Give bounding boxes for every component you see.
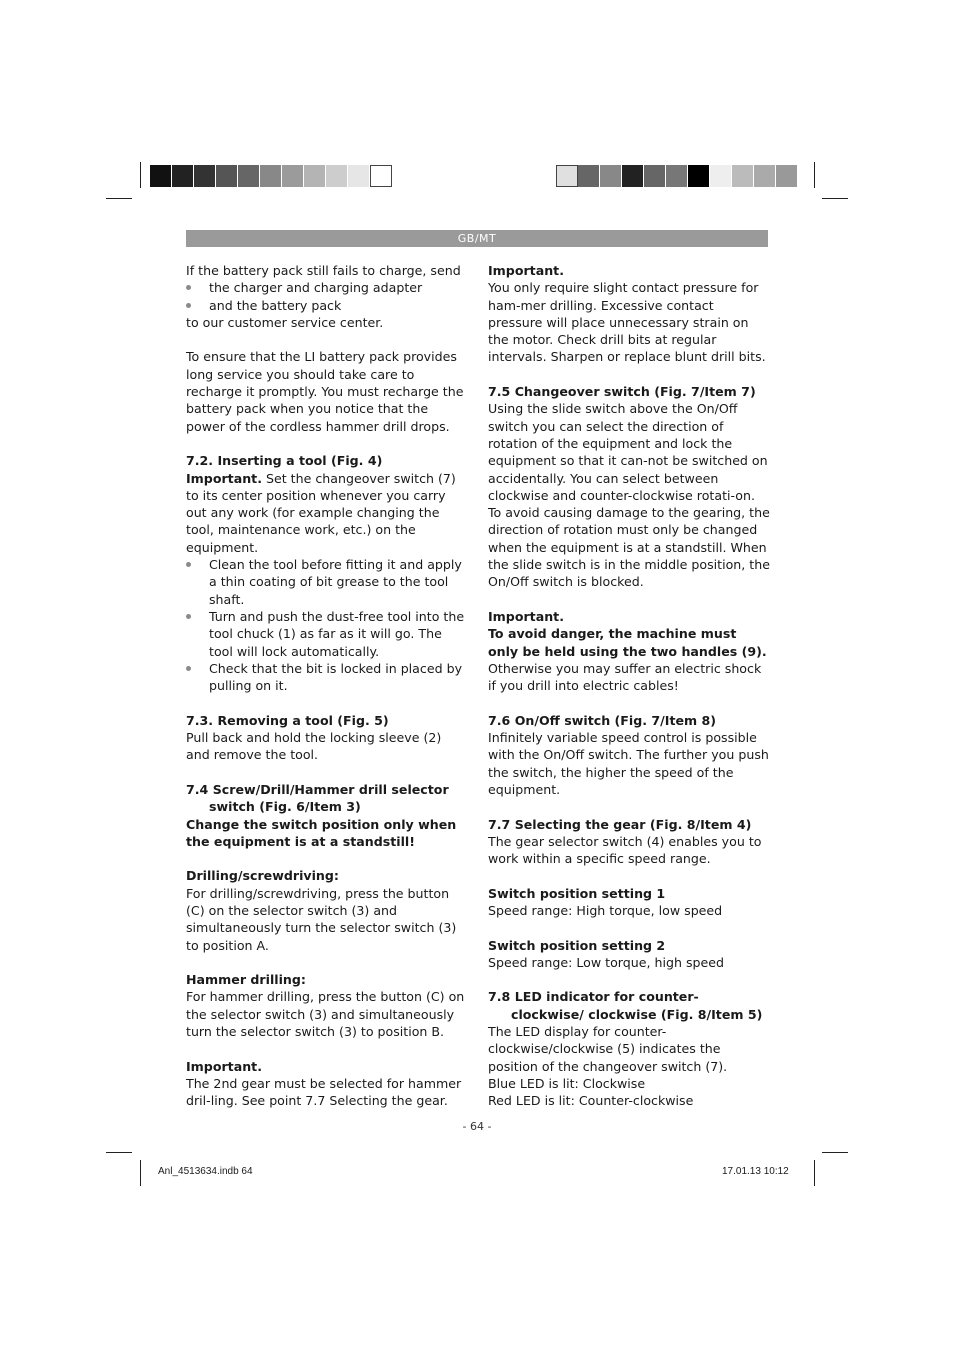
color-swatch <box>216 165 238 187</box>
crop-mark <box>822 1152 848 1153</box>
color-swatch <box>600 165 622 187</box>
important-text: Set the changeover switch (7) to its center position whenever you carry out any work (for example changing the tool, maintenance work, etc.) on the equipment. <box>186 470 456 555</box>
list-item: Check that the bit is locked in placed by pulling on it. <box>186 660 468 695</box>
subheading: Important. <box>186 1058 262 1074</box>
paragraph: Using the slide switch above the On/Off switch you can select the direction of rotation of the equipment and lock the equipment so that it can-not be switched on accidentally. You can select between clockwise and counter-clockwise rotati-on. To avoid causing damage to the gearing, the direction of rotation must only be changed when the equipment is at a standstill. When the slide switch is in the middle position, the On/Off switch is blocked. <box>488 401 770 590</box>
list-item: the charger and charging adapter <box>186 279 468 296</box>
subheading: Switch position setting 1 <box>488 885 666 901</box>
color-swatch <box>304 165 326 187</box>
section-heading: 7.8 LED indicator for counter-clockwise/ clockwise (Fig. 8/Item 5) <box>488 989 763 1022</box>
color-swatch <box>348 165 370 187</box>
color-swatch <box>556 165 578 187</box>
paragraph: Speed range: Low torque, high speed <box>488 954 724 970</box>
paragraph: Blue LED is lit: Clockwise <box>488 1075 646 1091</box>
warning-bold: To avoid danger, the machine must only be held using the two handles (9). <box>488 626 767 659</box>
color-swatch <box>260 165 282 187</box>
bullet-list <box>186 279 468 314</box>
color-swatch <box>688 165 710 187</box>
bullet-list <box>186 556 468 694</box>
section-heading: 7.4 Screw/Drill/Hammer drill selector switch (Fig. 6/Item 3) <box>186 781 449 815</box>
crop-mark <box>106 198 132 199</box>
paragraph: Infinitely variable speed control is possible with the On/Off switch. The further you push the switch, the higher the speed of the equipment. <box>488 730 769 797</box>
crop-mark <box>814 1160 815 1186</box>
warning-bold: Change the switch position only when the equipment is at a standstill! <box>186 816 457 849</box>
warning-text <box>186 816 468 851</box>
file-info: Anl_4513634.indb 64 <box>158 1166 253 1177</box>
subheading: Important. <box>488 608 564 624</box>
subheading: Drilling/screwdriving: <box>186 868 339 884</box>
paragraph: Pull back and hold the locking sleeve (2) and remove the tool. <box>186 730 442 763</box>
subheading: Switch position setting 2 <box>488 937 666 953</box>
list-item: Turn and push the dust-free tool into the tool chuck (1) as far as it will go. The tool will lock automatically. <box>186 608 468 660</box>
color-swatch <box>172 165 194 187</box>
color-swatch <box>622 165 644 187</box>
subheading: Hammer drilling: <box>186 972 306 988</box>
crop-mark <box>140 1160 141 1186</box>
section-heading: 7.6 On/Off switch (Fig. 7/Item 8) <box>488 712 717 728</box>
color-swatch <box>732 165 754 187</box>
section-heading: 7.2. Inserting a tool (Fig. 4) <box>186 453 383 469</box>
paragraph: To ensure that the LI battery pack provides long service you should take care to recharge it promptly. You must recharge the battery pack when you notice that the power of the cordless hammer drill drops. <box>186 349 464 434</box>
color-swatch <box>578 165 600 187</box>
section-heading: 7.3. Removing a tool (Fig. 5) <box>186 712 389 728</box>
paragraph: Otherwise you may suffer an electric shock if you drill into electric cables! <box>488 660 762 694</box>
paragraph: Speed range: High torque, low speed <box>488 902 723 918</box>
paragraph: If the battery pack still fails to charge, send <box>186 263 461 278</box>
right-column <box>488 262 770 1110</box>
color-swatch <box>370 165 392 187</box>
color-swatch <box>238 165 260 187</box>
color-swatch <box>326 165 348 187</box>
section-heading: 7.5 Changeover switch (Fig. 7/Item 7) <box>488 384 756 400</box>
color-swatch <box>666 165 688 187</box>
paragraph: For hammer drilling, press the button (C) on the selector switch (3) and simultaneously turn the selector switch (3) to position B. <box>186 989 465 1040</box>
paragraph <box>186 470 468 556</box>
important-label: Important. <box>186 470 262 486</box>
color-swatch <box>282 165 304 187</box>
paragraph: The 2nd gear must be selected for hammer dril-ling. See point 7.7 Selecting the gear. <box>186 1075 462 1109</box>
crop-mark <box>822 198 848 199</box>
color-bar-right <box>556 165 798 187</box>
color-bar-left <box>150 165 392 187</box>
list-item: and the battery pack <box>186 297 468 314</box>
color-swatch <box>754 165 776 187</box>
paragraph: to our customer service center. <box>186 314 384 330</box>
paragraph: The LED display for counter-clockwise/clockwise (5) indicates the position of the changeover switch (7). <box>488 1024 728 1074</box>
paragraph: The gear selector switch (4) enables you to work within a specific speed range. <box>488 833 762 867</box>
color-swatch <box>150 165 172 187</box>
print-timestamp: 17.01.13 10:12 <box>722 1166 789 1177</box>
crop-mark <box>140 162 141 188</box>
language-header: GB/MT <box>186 230 768 247</box>
warning-text <box>488 625 770 660</box>
list-item: Clean the tool before fitting it and apply a thin coating of bit grease to the tool shaft. <box>186 556 468 608</box>
color-swatch <box>710 165 732 187</box>
section-heading: 7.7 Selecting the gear (Fig. 8/Item 4) <box>488 816 752 832</box>
color-swatch <box>644 165 666 187</box>
left-column <box>186 262 468 1110</box>
color-swatch <box>776 165 798 187</box>
color-swatch <box>194 165 216 187</box>
crop-mark <box>106 1152 132 1153</box>
paragraph: You only require slight contact pressure for ham-mer drilling. Excessive contact pressure will place unnecessary strain on the motor. Check drill bits at regular intervals. Sharpen or replace blunt drill bits. <box>488 280 766 365</box>
paragraph: Red LED is lit: Counter-clockwise <box>488 1093 694 1109</box>
page-number: - 64 - <box>462 1120 492 1133</box>
paragraph: For drilling/screwdriving, press the button (C) on the selector switch (3) and simultaneously turn the selector switch (3) to position A. <box>186 885 457 953</box>
subheading: Important. <box>488 263 564 278</box>
crop-mark <box>814 162 815 188</box>
